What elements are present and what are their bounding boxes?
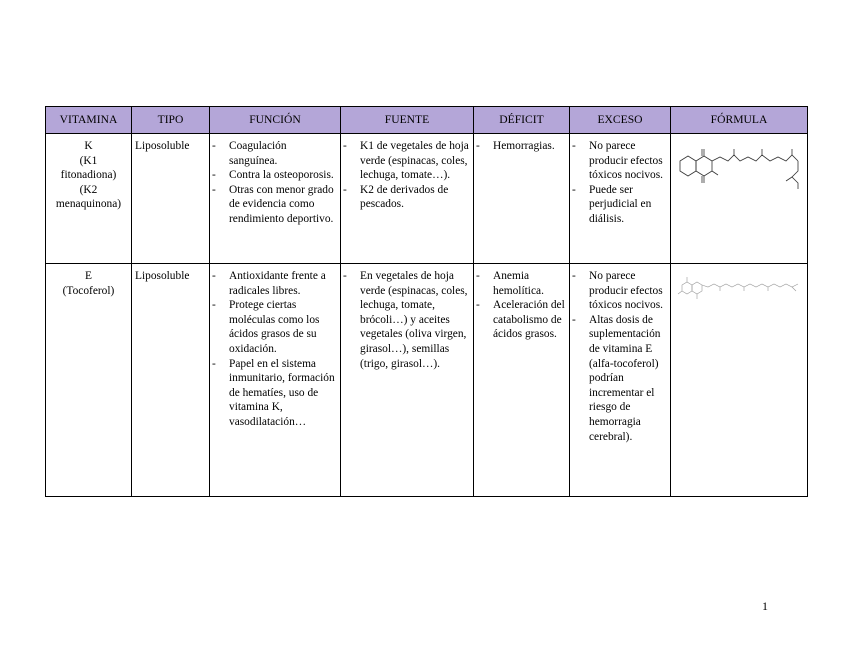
list-item: - En vegetales de hoja verde (espinacas, coles, lechuga, tomate, brócoli…) y aceites vegetales (oliva virgen, girasol…), semillas (trigo, girasol…).	[344, 269, 470, 371]
vitamina-cell: K (K1 fitonadiona) (K2 menaquinona)	[46, 134, 132, 264]
table-row	[46, 134, 808, 264]
formula-cell	[671, 264, 808, 497]
list-item: - Papel en el sistema inmunitario, formación de hematíes, uso de vitamina K, vasodilatación…	[213, 357, 337, 430]
tipo-cell: Liposoluble	[132, 264, 210, 497]
list-item: - Hemorragias.	[477, 139, 566, 154]
deficit-cell	[474, 134, 570, 264]
formula-cell	[671, 134, 808, 264]
vitamina-cell: E (Tocoferol)	[46, 264, 132, 497]
exceso-cell	[570, 134, 671, 264]
page-number: 1	[762, 599, 768, 613]
vitamin-k-structure-icon	[674, 139, 806, 199]
exceso-cell	[570, 264, 671, 497]
list-item: - Antioxidante frente a radicales libres.	[213, 269, 337, 298]
deficit-cell	[474, 264, 570, 497]
list-item: - Protege ciertas moléculas como los ácidos grasos de su oxidación.	[213, 298, 337, 356]
tipo-cell: Liposoluble	[132, 134, 210, 264]
list-item: - Contra la osteoporosis.	[213, 168, 337, 183]
list-item: - No parece producir efectos tóxicos nocivos.	[573, 139, 667, 183]
list-item: - Aceleración del catabolismo de ácidos grasos.	[477, 298, 566, 342]
table-row	[46, 264, 808, 497]
fuente-cell	[341, 264, 474, 497]
header-tipo: TIPO	[132, 107, 210, 134]
list-item: - No parece producir efectos tóxicos nocivos.	[573, 269, 667, 313]
list-item: - K1 de vegetales de hoja verde (espinacas, coles, lechuga, tomate…).	[344, 139, 470, 183]
header-fuente: FUENTE	[341, 107, 474, 134]
header-deficit: DÉFICIT	[474, 107, 570, 134]
vitamin-e-structure-icon	[674, 269, 804, 309]
list-item: - Otras con menor grado de evidencia como rendimiento deportivo.	[213, 183, 337, 227]
header-formula: FÓRMULA	[671, 107, 808, 134]
list-item: - Puede ser perjudicial en diálisis.	[573, 183, 667, 227]
list-item: - K2 de derivados de pescados.	[344, 183, 470, 212]
header-row	[46, 107, 808, 134]
fuente-cell	[341, 134, 474, 264]
funcion-cell	[210, 264, 341, 497]
vitamin-table	[45, 106, 808, 497]
header-vitamina: VITAMINA	[46, 107, 132, 134]
list-item: - Anemia hemolítica.	[477, 269, 566, 298]
funcion-cell	[210, 134, 341, 264]
header-funcion: FUNCIÓN	[210, 107, 341, 134]
header-exceso: EXCESO	[570, 107, 671, 134]
list-item: - Altas dosis de suplementación de vitamina E (alfa-tocoferol) podrían incrementar el riesgo de hemorragia cerebral).	[573, 313, 667, 444]
list-item: - Coagulación sanguínea.	[213, 139, 337, 168]
